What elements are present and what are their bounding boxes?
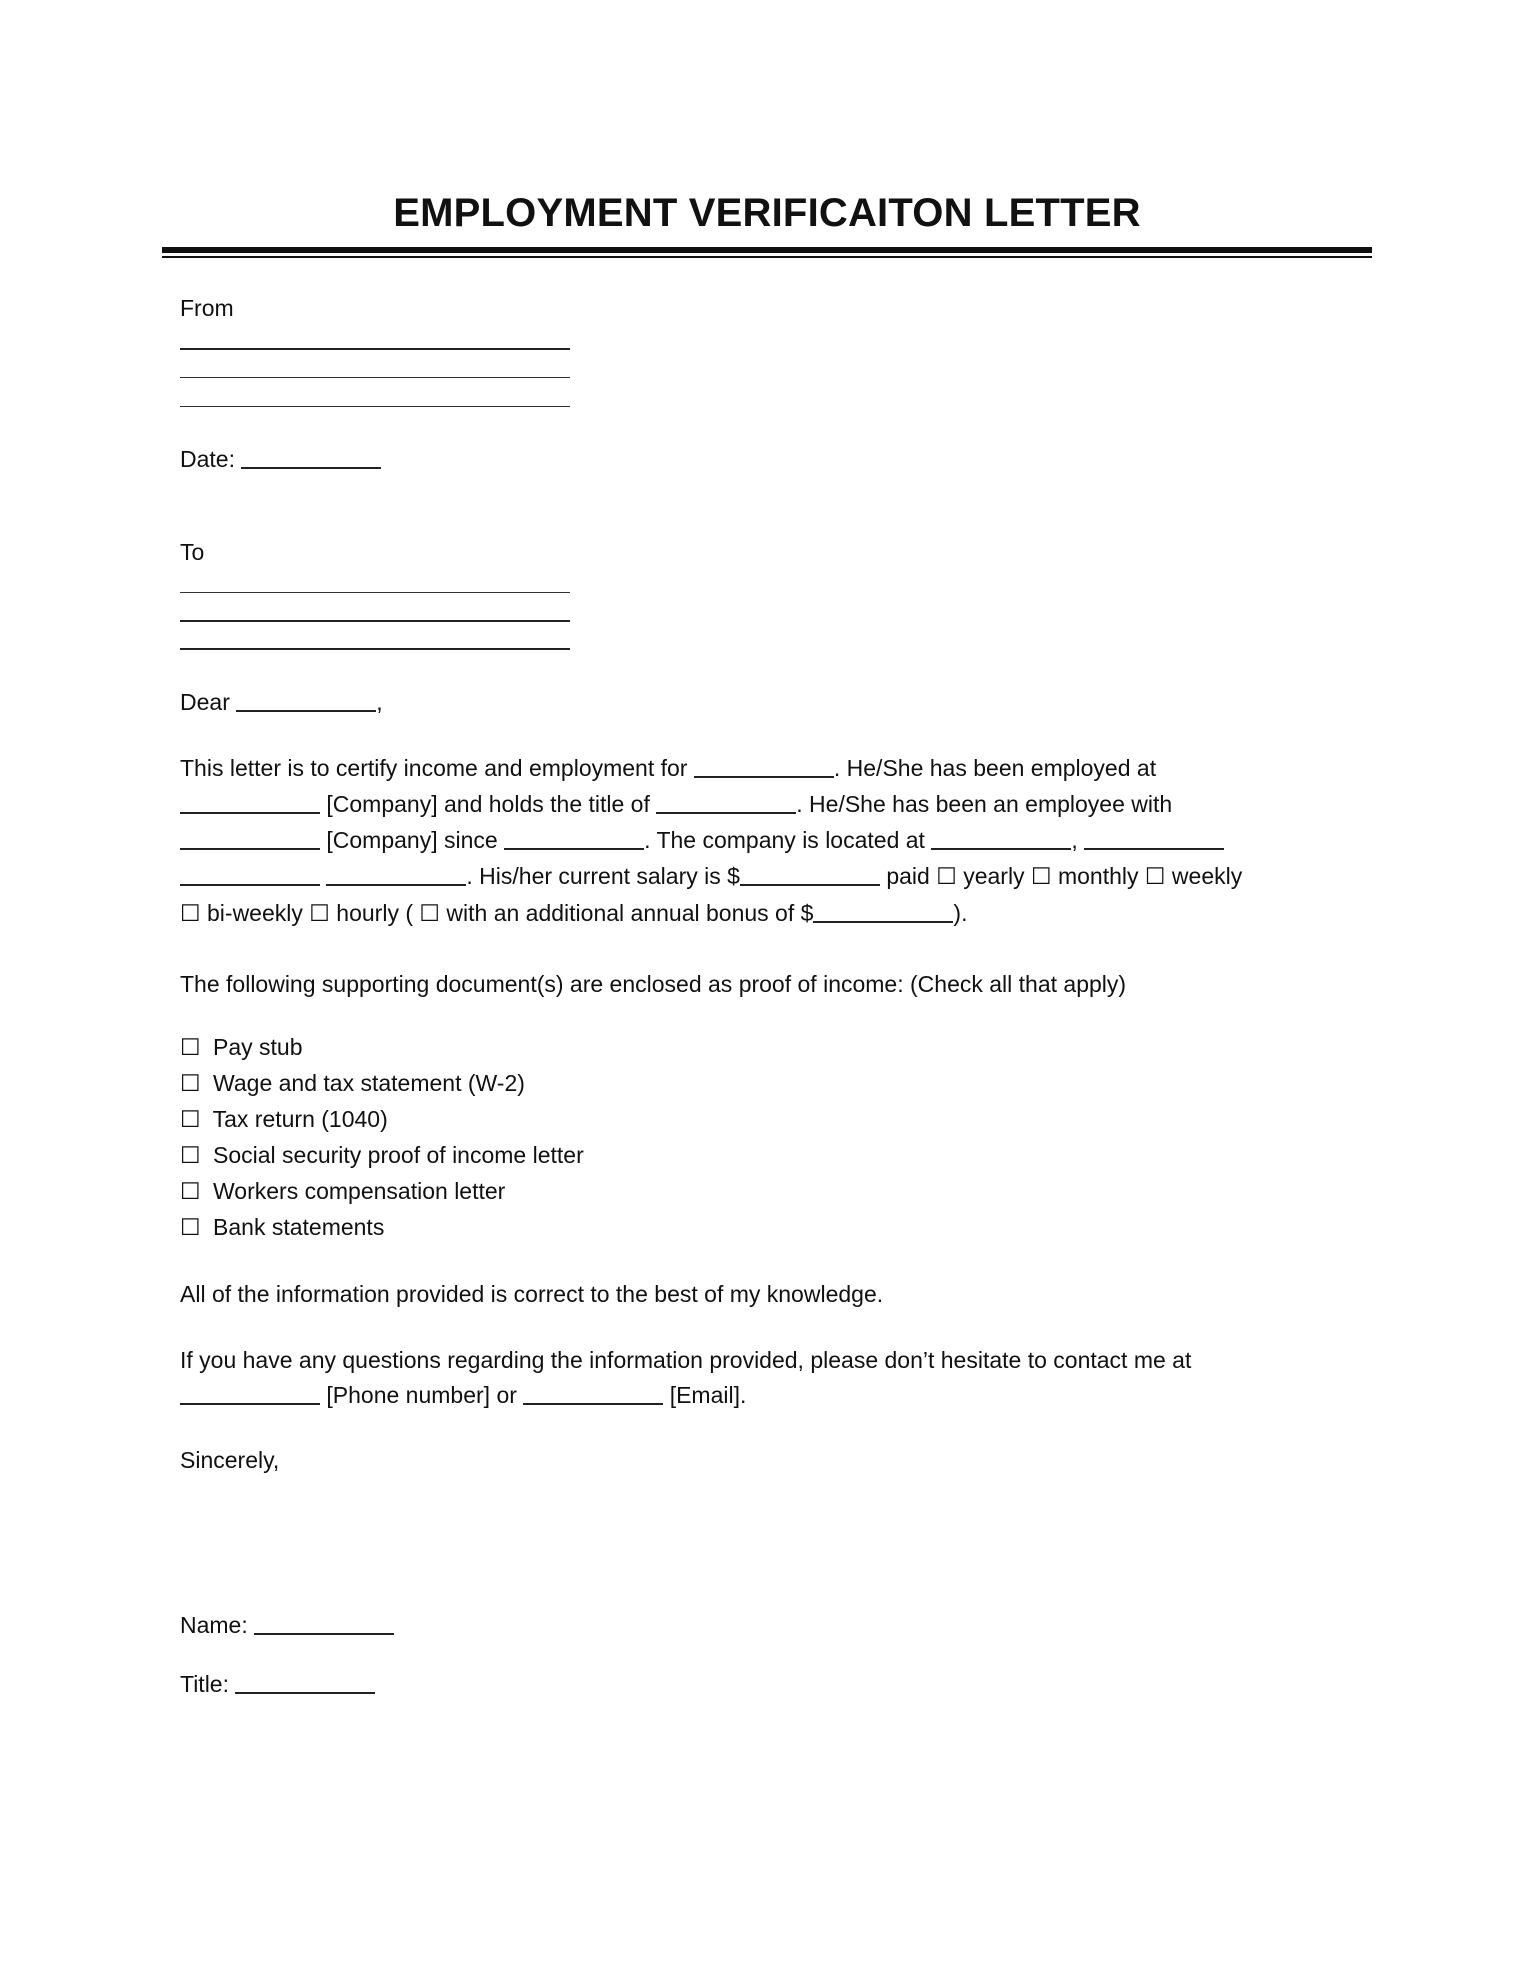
date-field[interactable] [241, 467, 381, 469]
weekly-checkbox[interactable]: ☐ [1144, 864, 1166, 890]
salutation: Dear , [180, 689, 383, 715]
to-line-1[interactable] [180, 592, 570, 593]
signer-name-field[interactable] [254, 1633, 394, 1635]
recipient-name-field[interactable] [236, 710, 376, 712]
dear-label: Dear [180, 689, 230, 715]
body-line-3: [Company] since . The company is located at , [180, 822, 1360, 858]
doc-item: ☐ Bank statements [180, 1214, 385, 1241]
employee-name-field[interactable] [694, 776, 834, 778]
address-field-3[interactable] [180, 884, 320, 886]
company-field-1[interactable] [180, 812, 320, 814]
to-label: To [180, 539, 205, 565]
body-line-5: ☐ bi-weekly ☐ hourly ( ☐ with an additional annual bonus of $ ). [180, 900, 968, 927]
start-date-field[interactable] [504, 848, 644, 850]
name-label: Name: [180, 1612, 248, 1638]
document-title: EMPLOYMENT VERIFICAITON LETTER [393, 191, 1141, 235]
contact-line-2: [Phone number] or [Email]. [180, 1381, 746, 1409]
accuracy-statement: All of the information provided is correct to the best of my knowledge. [180, 1281, 884, 1307]
hourly-checkbox[interactable]: ☐ [309, 901, 330, 927]
doc-item: ☐ Social security proof of income letter [180, 1142, 584, 1169]
from-label: From [180, 295, 234, 321]
monthly-checkbox[interactable]: ☐ [1030, 864, 1052, 890]
body-line-2: [Company] and holds the title of . He/She has been an employee with [180, 786, 1360, 822]
body-paragraph [180, 750, 1360, 932]
phone-field[interactable] [180, 1403, 320, 1405]
bonus-checkbox[interactable]: ☐ [419, 901, 441, 927]
bank-statements-checkbox[interactable]: ☐ [180, 1215, 201, 1241]
address-field-2[interactable] [1084, 848, 1224, 850]
social-security-checkbox[interactable]: ☐ [180, 1143, 201, 1169]
company-field-2[interactable] [180, 848, 320, 850]
title-label: Title: [180, 1671, 229, 1697]
to-line-3[interactable] [180, 648, 570, 650]
doc-item: ☐ Tax return (1040) [180, 1106, 388, 1133]
doc-item: ☐ Workers compensation letter [180, 1178, 506, 1205]
address-field-4[interactable] [326, 884, 466, 886]
address-field-1[interactable] [931, 848, 1071, 850]
email-field[interactable] [523, 1403, 663, 1405]
contact-line-1: If you have any questions regarding the information provided, please don’t hesitate to contact me at [180, 1347, 1192, 1373]
to-line-2[interactable] [180, 620, 570, 622]
from-line-3[interactable] [180, 406, 570, 407]
date-row [180, 445, 381, 473]
salary-field[interactable] [740, 884, 880, 886]
yearly-checkbox[interactable]: ☐ [936, 864, 957, 890]
job-title-field[interactable] [656, 812, 796, 814]
name-row [180, 1611, 394, 1639]
doc-item: ☐ Wage and tax statement (W-2) [180, 1070, 525, 1097]
body-line-4: . His/her current salary is $ paid ☐ yearly ☐ monthly ☐ weekly [180, 858, 1360, 895]
closing: Sincerely, [180, 1447, 280, 1473]
body-line-1: This letter is to certify income and employment for . He/She has been employed at [180, 755, 1157, 781]
title-rule-thin [162, 256, 1372, 258]
from-line-1[interactable] [180, 348, 570, 350]
biweekly-checkbox[interactable]: ☐ [180, 901, 201, 927]
tax-return-checkbox[interactable]: ☐ [180, 1107, 201, 1133]
workers-comp-checkbox[interactable]: ☐ [180, 1179, 201, 1205]
doc-item: ☐ Pay stub [180, 1034, 303, 1061]
pay-stub-checkbox[interactable]: ☐ [180, 1035, 201, 1061]
signer-title-field[interactable] [235, 1692, 375, 1694]
title-row [180, 1670, 375, 1698]
docs-intro: The following supporting document(s) are enclosed as proof of income: (Check all that apply) [180, 971, 1127, 997]
from-line-2[interactable] [180, 377, 570, 378]
w2-checkbox[interactable]: ☐ [180, 1071, 201, 1097]
bonus-amount-field[interactable] [813, 921, 953, 923]
title-rule-thick [162, 247, 1372, 253]
date-label: Date: [180, 446, 235, 472]
